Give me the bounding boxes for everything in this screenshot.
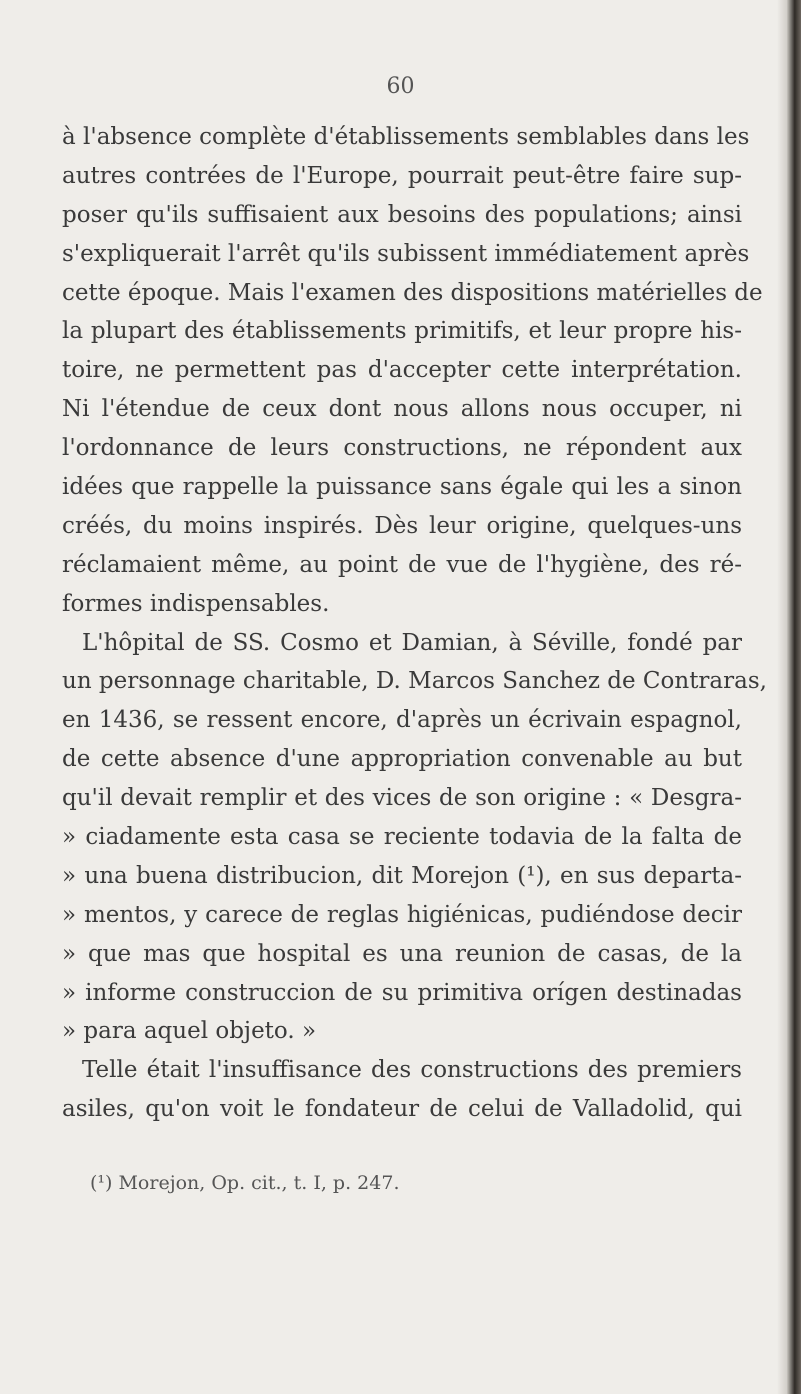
text-line: idées que rappelle la puissance sans égale qui les a sinon — [62, 474, 742, 501]
text-line: » informe construccion de su primitiva orígen destinadas — [62, 979, 742, 1006]
text-line: créés, du moins inspirés. Dès leur origine, quelques-uns — [62, 512, 742, 539]
text-line: de cette absence d'une appropriation convenable au but — [62, 746, 742, 773]
text-line: autres contrées de l'Europe, pourrait peut-être faire sup- — [62, 162, 742, 189]
text-line: s'expliquerait l'arrêt qu'ils subissent immédiatement après — [62, 240, 750, 267]
text-line: formes indispensables. — [62, 590, 330, 617]
page-number: 60 — [386, 74, 415, 99]
text-line: un personnage charitable, D. Marcos Sanchez de Contraras, — [62, 668, 767, 695]
text-line: l'ordonnance de leurs constructions, ne répondent aux — [62, 435, 742, 462]
text-line: » ciadamente esta casa se reciente todavia de la falta de — [62, 824, 742, 851]
text-line: à l'absence complète d'établissements semblables dans les — [62, 124, 750, 150]
text-line: » para aquel objeto. » — [62, 1018, 317, 1045]
text-line: » mentos, y carece de reglas higiénicas, pudiéndose decir — [62, 901, 742, 928]
body-text — [62, 118, 767, 1129]
text-line: L'hôpital de SS. Cosmo et Damian, à Séville, fondé par — [82, 629, 742, 656]
text-line: cette époque. Mais l'examen des dispositions matérielles de — [62, 279, 763, 306]
text-line: Telle était l'insuffisance des constructions des premiers — [82, 1057, 742, 1084]
text-line: poser qu'ils suffisaient aux besoins des populations; ainsi — [62, 201, 742, 228]
text-line: toire, ne permettent pas d'accepter cette interprétation. — [62, 357, 742, 384]
text-line: Ni l'étendue de ceux dont nous allons nous occuper, ni — [62, 396, 742, 423]
text-line: qu'il devait remplir et des vices de son origine : « Desgra- — [62, 785, 742, 812]
text-line: réclamaient même, au point de vue de l'hygiène, des ré- — [62, 551, 742, 578]
text-line: en 1436, se ressent encore, d'après un écrivain espagnol, — [62, 707, 742, 734]
text-line: » que mas que hospital es una reunion de casas, de la — [62, 940, 742, 967]
text-line: » una buena distribucion, dit Morejon (¹), en sus departa- — [62, 862, 742, 889]
footnote: (¹) Morejon, Op. cit., t. I, p. 247. — [90, 1172, 400, 1194]
book-binding-edge — [787, 0, 801, 1394]
text-line: asiles, qu'on voit le fondateur de celui de Valladolid, qui — [62, 1096, 742, 1123]
page-edge-fade — [777, 0, 787, 1394]
text-line: la plupart des établissements primitifs, et leur propre his- — [62, 318, 742, 345]
